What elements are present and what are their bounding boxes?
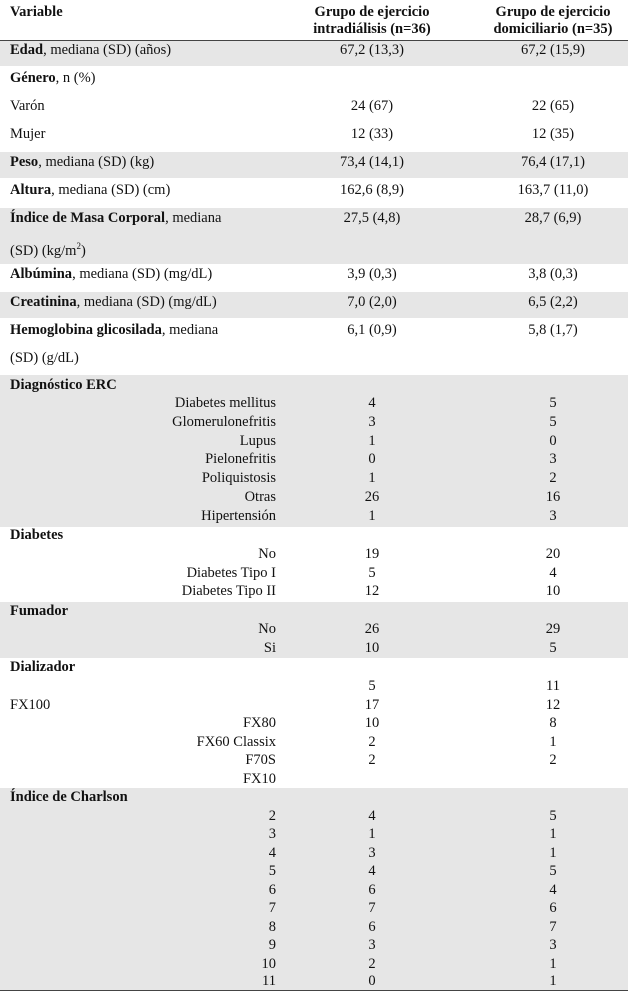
item-label: Glomerulonefritis	[172, 414, 276, 430]
group2-value: 5	[549, 414, 557, 430]
group1-value: 3	[368, 414, 376, 430]
item-label: 4	[268, 845, 276, 861]
group1-value: 162,6 (8,9)	[339, 182, 405, 198]
group1-value: 73,4 (14,1)	[339, 154, 405, 170]
item-label: No	[258, 546, 276, 562]
group2-value: 76,4 (17,1)	[520, 154, 586, 170]
group1-value: 0	[368, 973, 376, 989]
item-label: 3	[268, 826, 276, 842]
group1-value: 5	[368, 565, 376, 581]
group2-value: 28,7 (6,9)	[524, 210, 582, 226]
item-label: 6	[268, 882, 276, 898]
header-group2-line1: Grupo de ejercicio	[495, 4, 611, 20]
group2-value: 12 (35)	[531, 126, 575, 142]
group1-value: 1	[368, 508, 376, 524]
header-rule	[0, 40, 628, 41]
item-label: Diabetes Tipo I	[186, 565, 276, 581]
group1-value: 1	[368, 433, 376, 449]
group1-value: 24 (67)	[350, 98, 394, 114]
item-label: FX100	[10, 697, 51, 713]
group1-value: 6	[368, 919, 376, 935]
group2-value: 4	[549, 565, 557, 581]
group1-value: 2	[368, 734, 376, 750]
row-label: Altura, mediana (SD) (cm)	[10, 182, 171, 198]
group2-value: 6,5 (2,2)	[528, 294, 578, 310]
group2-value: 1	[549, 826, 557, 842]
group2-value: 4	[549, 882, 557, 898]
group2-value: 22 (65)	[531, 98, 575, 114]
group1-value: 3	[368, 937, 376, 953]
group1-value: 7,0 (2,0)	[347, 294, 397, 310]
group2-value: 3	[549, 508, 557, 524]
group2-value: 2	[549, 752, 557, 768]
row-label: Varón	[10, 98, 45, 114]
row-label: Edad, mediana (SD) (años)	[10, 42, 172, 58]
group1-value: 67,2 (13,3)	[339, 42, 405, 58]
section-title: Fumador	[10, 603, 68, 619]
item-label: FX10	[242, 771, 276, 787]
item-label: Lupus	[239, 433, 276, 449]
group2-value: 5	[549, 808, 557, 824]
group2-value: 12	[545, 697, 561, 713]
group1-value: 1	[368, 470, 376, 486]
group1-value: 7	[368, 900, 376, 916]
group1-value: 1	[368, 826, 376, 842]
group2-value: 3,8 (0,3)	[528, 266, 578, 282]
section-title: Índice de Charlson	[10, 789, 128, 805]
group2-value: 5	[549, 395, 557, 411]
item-label: No	[258, 621, 276, 637]
group2-value: 1	[549, 734, 557, 750]
row-label-continued: (SD) (g/dL)	[10, 350, 79, 366]
header-group2-line2: domiciliario (n=35)	[493, 21, 613, 37]
item-label: 7	[268, 900, 276, 916]
group1-value: 3,9 (0,3)	[347, 266, 397, 282]
group1-value: 19	[364, 546, 380, 562]
row-label-continued: (SD) $(kg/m^2)$	[10, 241, 86, 259]
group2-value: 2	[549, 470, 557, 486]
header-group1-line1: Grupo de ejercicio	[314, 4, 430, 20]
group1-value: 6	[368, 882, 376, 898]
group1-value: 10	[364, 640, 380, 656]
group1-value: 4	[368, 863, 376, 879]
item-label: Poliquistosis	[201, 470, 276, 486]
group2-value: 1	[549, 845, 557, 861]
group1-value: 5	[368, 678, 376, 694]
section-title: Diagnóstico ERC	[10, 377, 117, 393]
item-label: FX80	[242, 715, 276, 731]
group2-value: 163,7 (11,0)	[517, 182, 589, 198]
section-title: Diabetes	[10, 527, 64, 543]
row-label: Género, n (%)	[10, 70, 96, 86]
group1-value: 0	[368, 451, 376, 467]
group1-value: 26	[364, 621, 380, 637]
group2-value: 5,8 (1,7)	[528, 322, 578, 338]
group1-value: 12 (33)	[350, 126, 394, 142]
row-label: Mujer	[10, 126, 46, 142]
group2-value: 1	[549, 973, 557, 989]
group1-value: 26	[364, 489, 380, 505]
group2-value: 0	[549, 433, 557, 449]
section-title: Dializador	[10, 659, 76, 675]
group2-value: 8	[549, 715, 557, 731]
item-label: Diabetes Tipo II	[181, 583, 276, 599]
group2-value: 67,2 (15,9)	[520, 42, 586, 58]
group2-value: 10	[545, 583, 561, 599]
item-label: 9	[268, 937, 276, 953]
group1-value: 2	[368, 956, 376, 972]
group1-value: 3	[368, 845, 376, 861]
header-variable: Variable	[10, 4, 63, 20]
item-label: FX60 Classix	[196, 734, 276, 750]
item-label: Pielonefritis	[205, 451, 276, 467]
group2-value: 5	[549, 863, 557, 879]
group2-value: 20	[545, 546, 561, 562]
item-label: Hipertensión	[201, 508, 276, 524]
row-label: Peso, mediana (SD) (kg)	[10, 154, 155, 170]
header-group1-line2: intradiálisis (n=36)	[313, 21, 431, 37]
group2-value: 6	[549, 900, 557, 916]
group2-value: 7	[549, 919, 557, 935]
item-label: 5	[268, 863, 276, 879]
group1-value: 4	[368, 808, 376, 824]
group2-value: 11	[546, 678, 560, 694]
group1-value: 2	[368, 752, 376, 768]
group1-value: 17	[364, 697, 380, 713]
item-label: Diabetes mellitus	[174, 395, 276, 411]
item-label: 10	[261, 956, 276, 972]
row-label: Índice de Masa Corporal, mediana	[10, 210, 222, 226]
group2-value: 16	[545, 489, 561, 505]
item-label: 8	[268, 919, 276, 935]
group1-value: 10	[364, 715, 380, 731]
group2-value: 29	[545, 621, 561, 637]
row-label: Creatinina, mediana (SD) (mg/dL)	[10, 294, 217, 310]
group1-value: 12	[364, 583, 380, 599]
group2-value: 5	[549, 640, 557, 656]
item-label: Si	[263, 640, 276, 656]
row-label: Albúmina, mediana (SD) (mg/dL)	[10, 266, 213, 282]
group2-value: 3	[549, 451, 557, 467]
item-label: F70S	[245, 752, 276, 768]
group2-value: 3	[549, 937, 557, 953]
group1-value: 27,5 (4,8)	[343, 210, 401, 226]
group1-value: 4	[368, 395, 376, 411]
item-label: 2	[268, 808, 276, 824]
item-label: 11	[262, 973, 276, 989]
item-label: Otras	[244, 489, 276, 505]
row-label: Hemoglobina glicosilada, mediana	[10, 322, 219, 338]
group2-value: 1	[549, 956, 557, 972]
group1-value: 6,1 (0,9)	[347, 322, 397, 338]
